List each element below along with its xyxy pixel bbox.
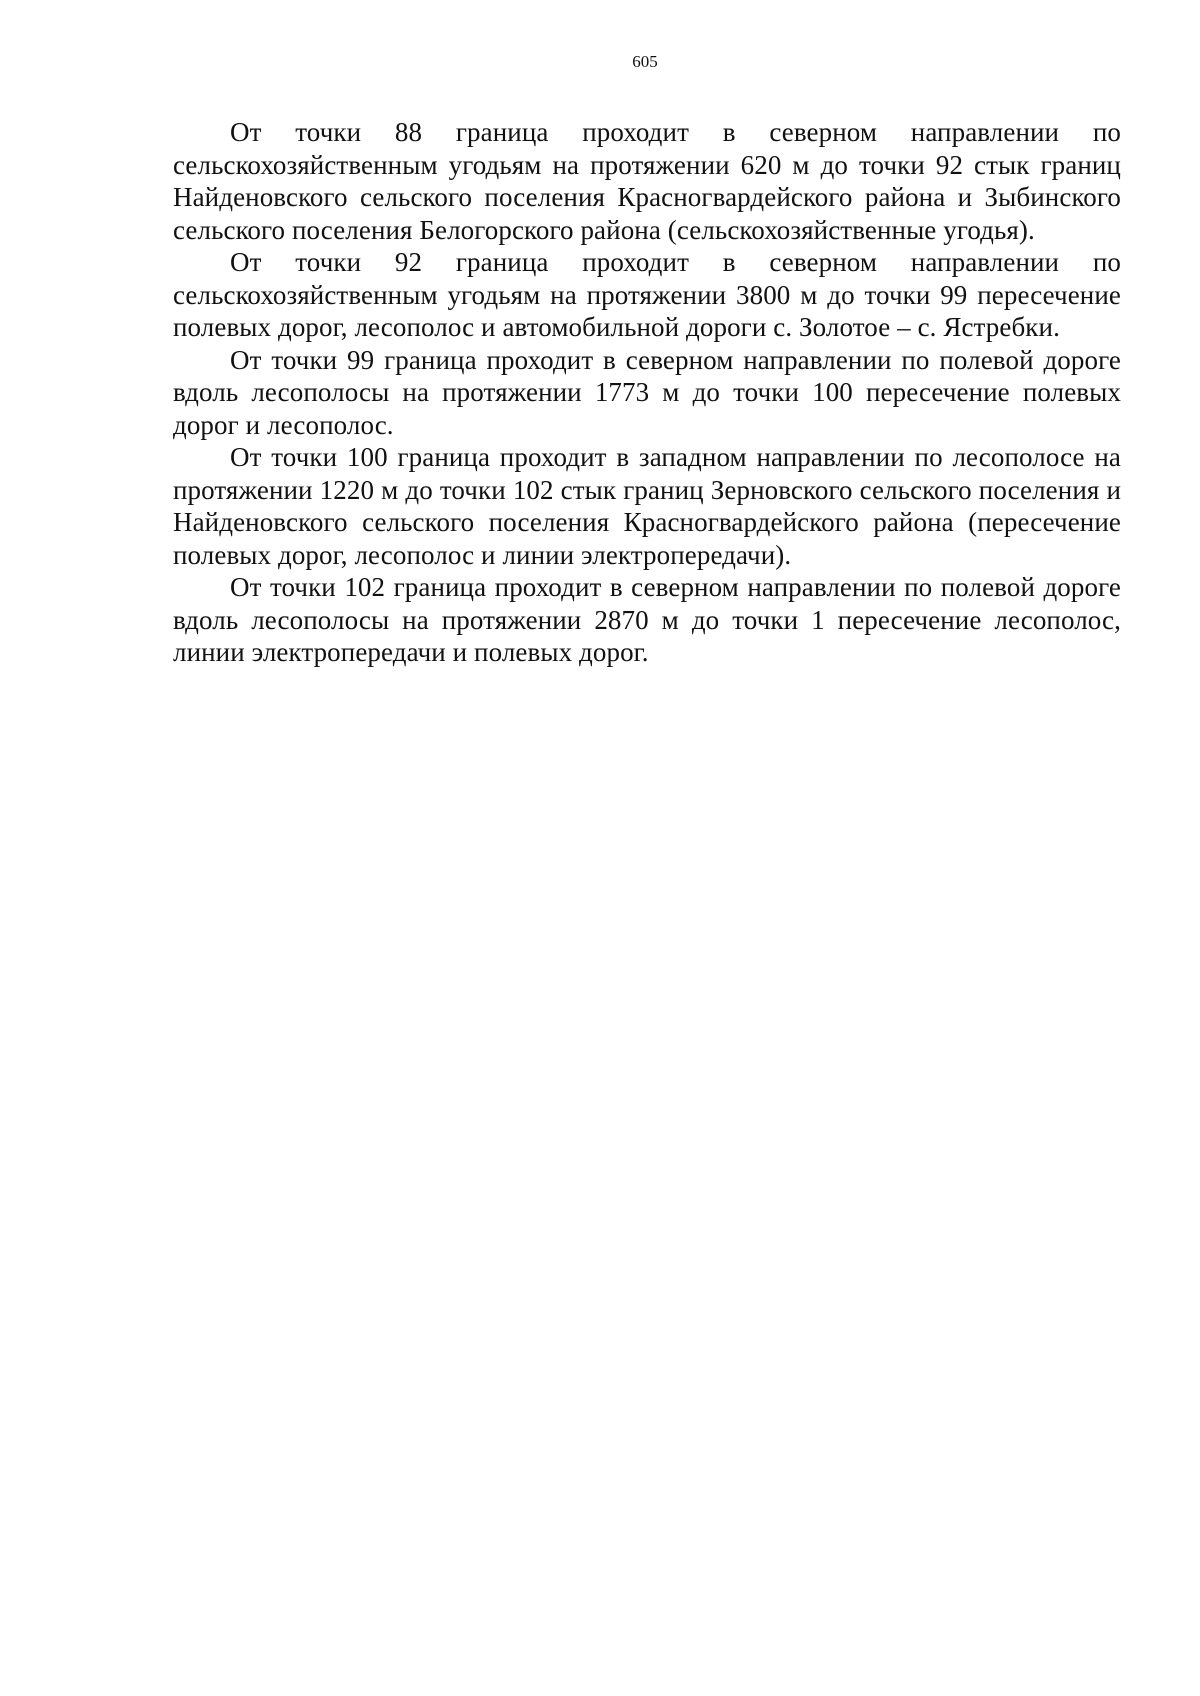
paragraph-point-88: От точки 88 граница проходит в северном направлении по сельскохозяйственным угодьям на протяжении 620 м до точки 92 стык границ Найденовского сельского поселения Красногвардейского района и Зыбинского сельского поселения Белогорского района (сельскохозяйственные угодья). — [173, 117, 1121, 245]
paragraph-point-92: От точки 92 граница проходит в северном направлении по сельскохозяйственным угодьям на протяжении 3800 м до точки 99 пересечение полевых дорог, лесополос и автомобильной дороги с. Золотое – с. Ястребки. — [173, 247, 1121, 342]
paragraph-point-100: От точки 100 граница проходит в западном направлении по лесополосе на протяжении 1220 м до точки 102 стык границ Зерновского сельского поселения и Найденовского сельского поселения Красногвардейского района (пересечение полевых дорог, лесополос и линии электропередачи). — [173, 442, 1121, 570]
document-body — [173, 116, 1121, 669]
paragraph-point-102: От точки 102 граница проходит в северном направлении по полевой дороге вдоль лесополосы на протяжении 2870 м до точки 1 пересечение лесополос, линии электропередачи и полевых дорог. — [173, 572, 1121, 667]
paragraph-point-99: От точки 99 граница проходит в северном направлении по полевой дороге вдоль лесополосы на протяжении 1773 м до точки 100 пересечение полевых дорог и лесополос. — [173, 344, 1121, 440]
page-number: 605 — [632, 52, 658, 71]
